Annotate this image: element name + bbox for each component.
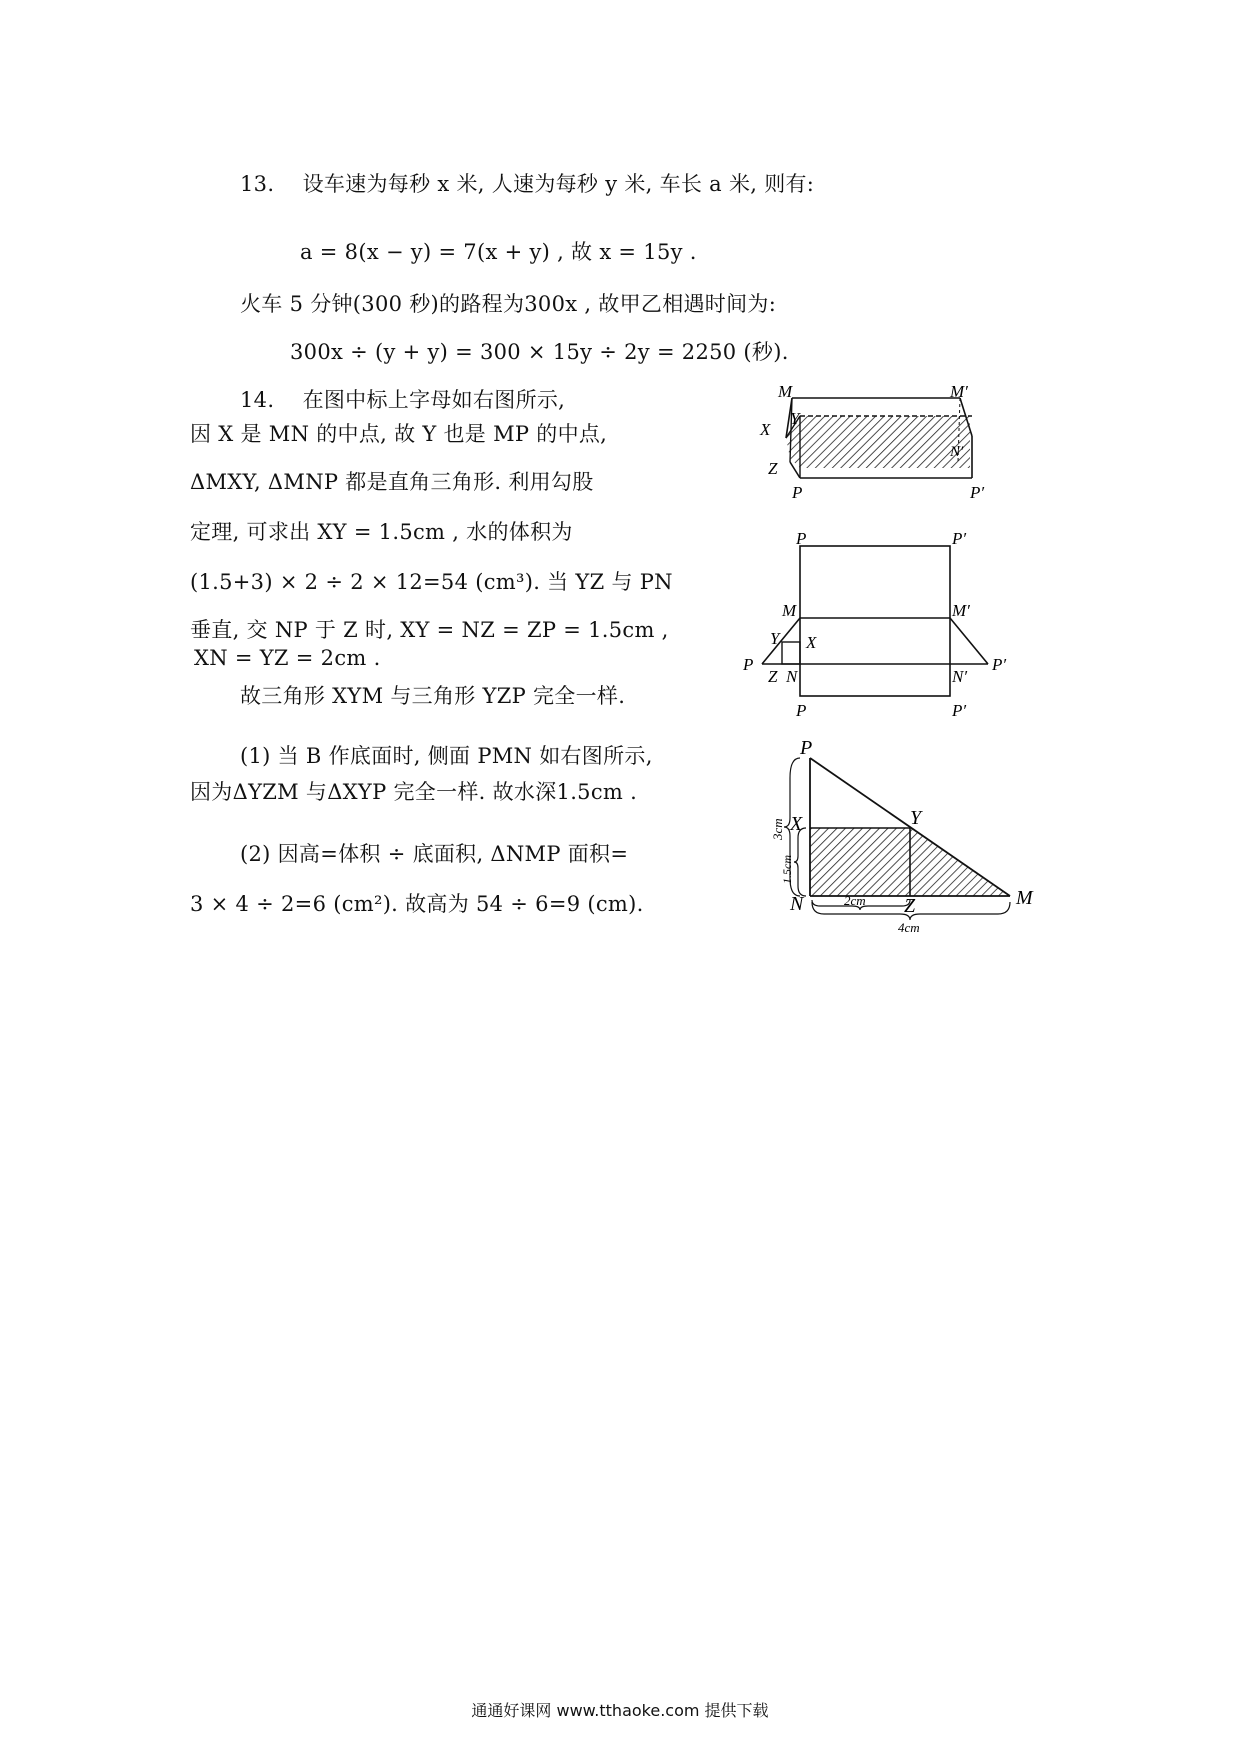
net-label-p-prime-top: P′ [952, 530, 967, 548]
tri-label-z: Z [904, 895, 916, 917]
label-z: Z [768, 459, 778, 478]
question-1-line-1: (1) 当 B 作底面时, 侧面 PMN 如右图所示, [240, 744, 653, 768]
dimension-4cm: 4cm [898, 920, 920, 935]
label-p: P [792, 483, 803, 502]
net-label-p-bottom: P [796, 701, 807, 720]
perpendicular-text: 垂直, 交 NP 于 Z 时, XY = NZ = ZP = 1.5cm , [190, 618, 669, 642]
dimension-2cm: 2cm [844, 893, 866, 908]
net-label-n: N [786, 667, 798, 686]
net-label-x: X [806, 633, 817, 652]
net-label-m-prime: M′ [952, 601, 970, 620]
problem-13-statement: 13. 设车速为每秒 x 米, 人速为每秒 y 米, 车长 a 米, 则有: [240, 172, 815, 196]
tri-label-n: N [790, 893, 804, 915]
label-m-prime: M′ [950, 382, 968, 401]
net-label-m: M [782, 601, 797, 620]
tri-label-y: Y [910, 807, 922, 829]
net-label-y: Y [770, 629, 780, 648]
dimension-1-5cm: 1.5cm [780, 855, 794, 884]
right-triangle-text: ΔMXY, ΔMNP 都是直角三角形. 利用勾股 [190, 470, 594, 494]
page-footer: 通通好课网 www.tthaoke.com 提供下载 [471, 1701, 769, 1720]
label-y: Y [790, 409, 800, 428]
pythagoras-text: 定理, 可求出 XY = 1.5cm , 水的体积为 [190, 520, 573, 544]
label-n-prime: N′ [950, 444, 964, 460]
question-2-line-2: 3 × 4 ÷ 2=6 (cm²). 故高为 54 ÷ 6=9 (cm). [190, 892, 644, 916]
figure-prism-with-water [750, 380, 990, 514]
equation-meeting-time: 300x ÷ (y + y) = 300 × 15y ÷ 2y = 2250 (秒). [290, 340, 789, 364]
train-distance-text: 火车 5 分钟(300 秒)的路程为300x , 故甲乙相遇时间为: [240, 292, 777, 316]
label-m: M [778, 382, 793, 401]
tri-label-m: M [1016, 887, 1033, 909]
equation-speeds: a = 8(x − y) = 7(x + y) , 故 x = 15y . [300, 240, 697, 264]
figure-prism-net [740, 530, 1010, 724]
net-label-p-top: P [796, 530, 807, 548]
xn-equation: XN = YZ = 2cm . [194, 646, 381, 670]
midpoint-text: 因 X 是 MN 的中点, 故 Y 也是 MP 的中点, [190, 422, 608, 446]
volume-text: (1.5+3) × 2 ÷ 2 × 12=54 (cm³). 当 YZ 与 PN [190, 570, 673, 594]
dimension-3cm: 3cm [770, 818, 785, 840]
net-label-z: Z [768, 667, 778, 686]
net-label-p-prime-bottom: P′ [952, 701, 967, 720]
congruent-text: 故三角形 XYM 与三角形 YZP 完全一样. [240, 684, 626, 708]
question-2-line-1: (2) 因高=体积 ÷ 底面积, ΔNMP 面积= [240, 842, 629, 866]
net-label-p-prime-right: P′ [992, 655, 1007, 674]
net-label-n-prime: N′ [952, 667, 968, 686]
tri-label-p: P [800, 738, 813, 759]
problem-14-statement: 14. 在图中标上字母如右图所示, [240, 388, 566, 412]
label-p-prime: P′ [970, 483, 985, 502]
label-x: X [760, 420, 771, 439]
tri-label-x: X [790, 813, 803, 835]
question-1-line-2: 因为ΔYZM 与ΔXYP 完全一样. 故水深1.5cm . [190, 780, 638, 804]
figure-triangle-pmn [740, 738, 1040, 942]
net-label-p-left: P [743, 655, 754, 674]
